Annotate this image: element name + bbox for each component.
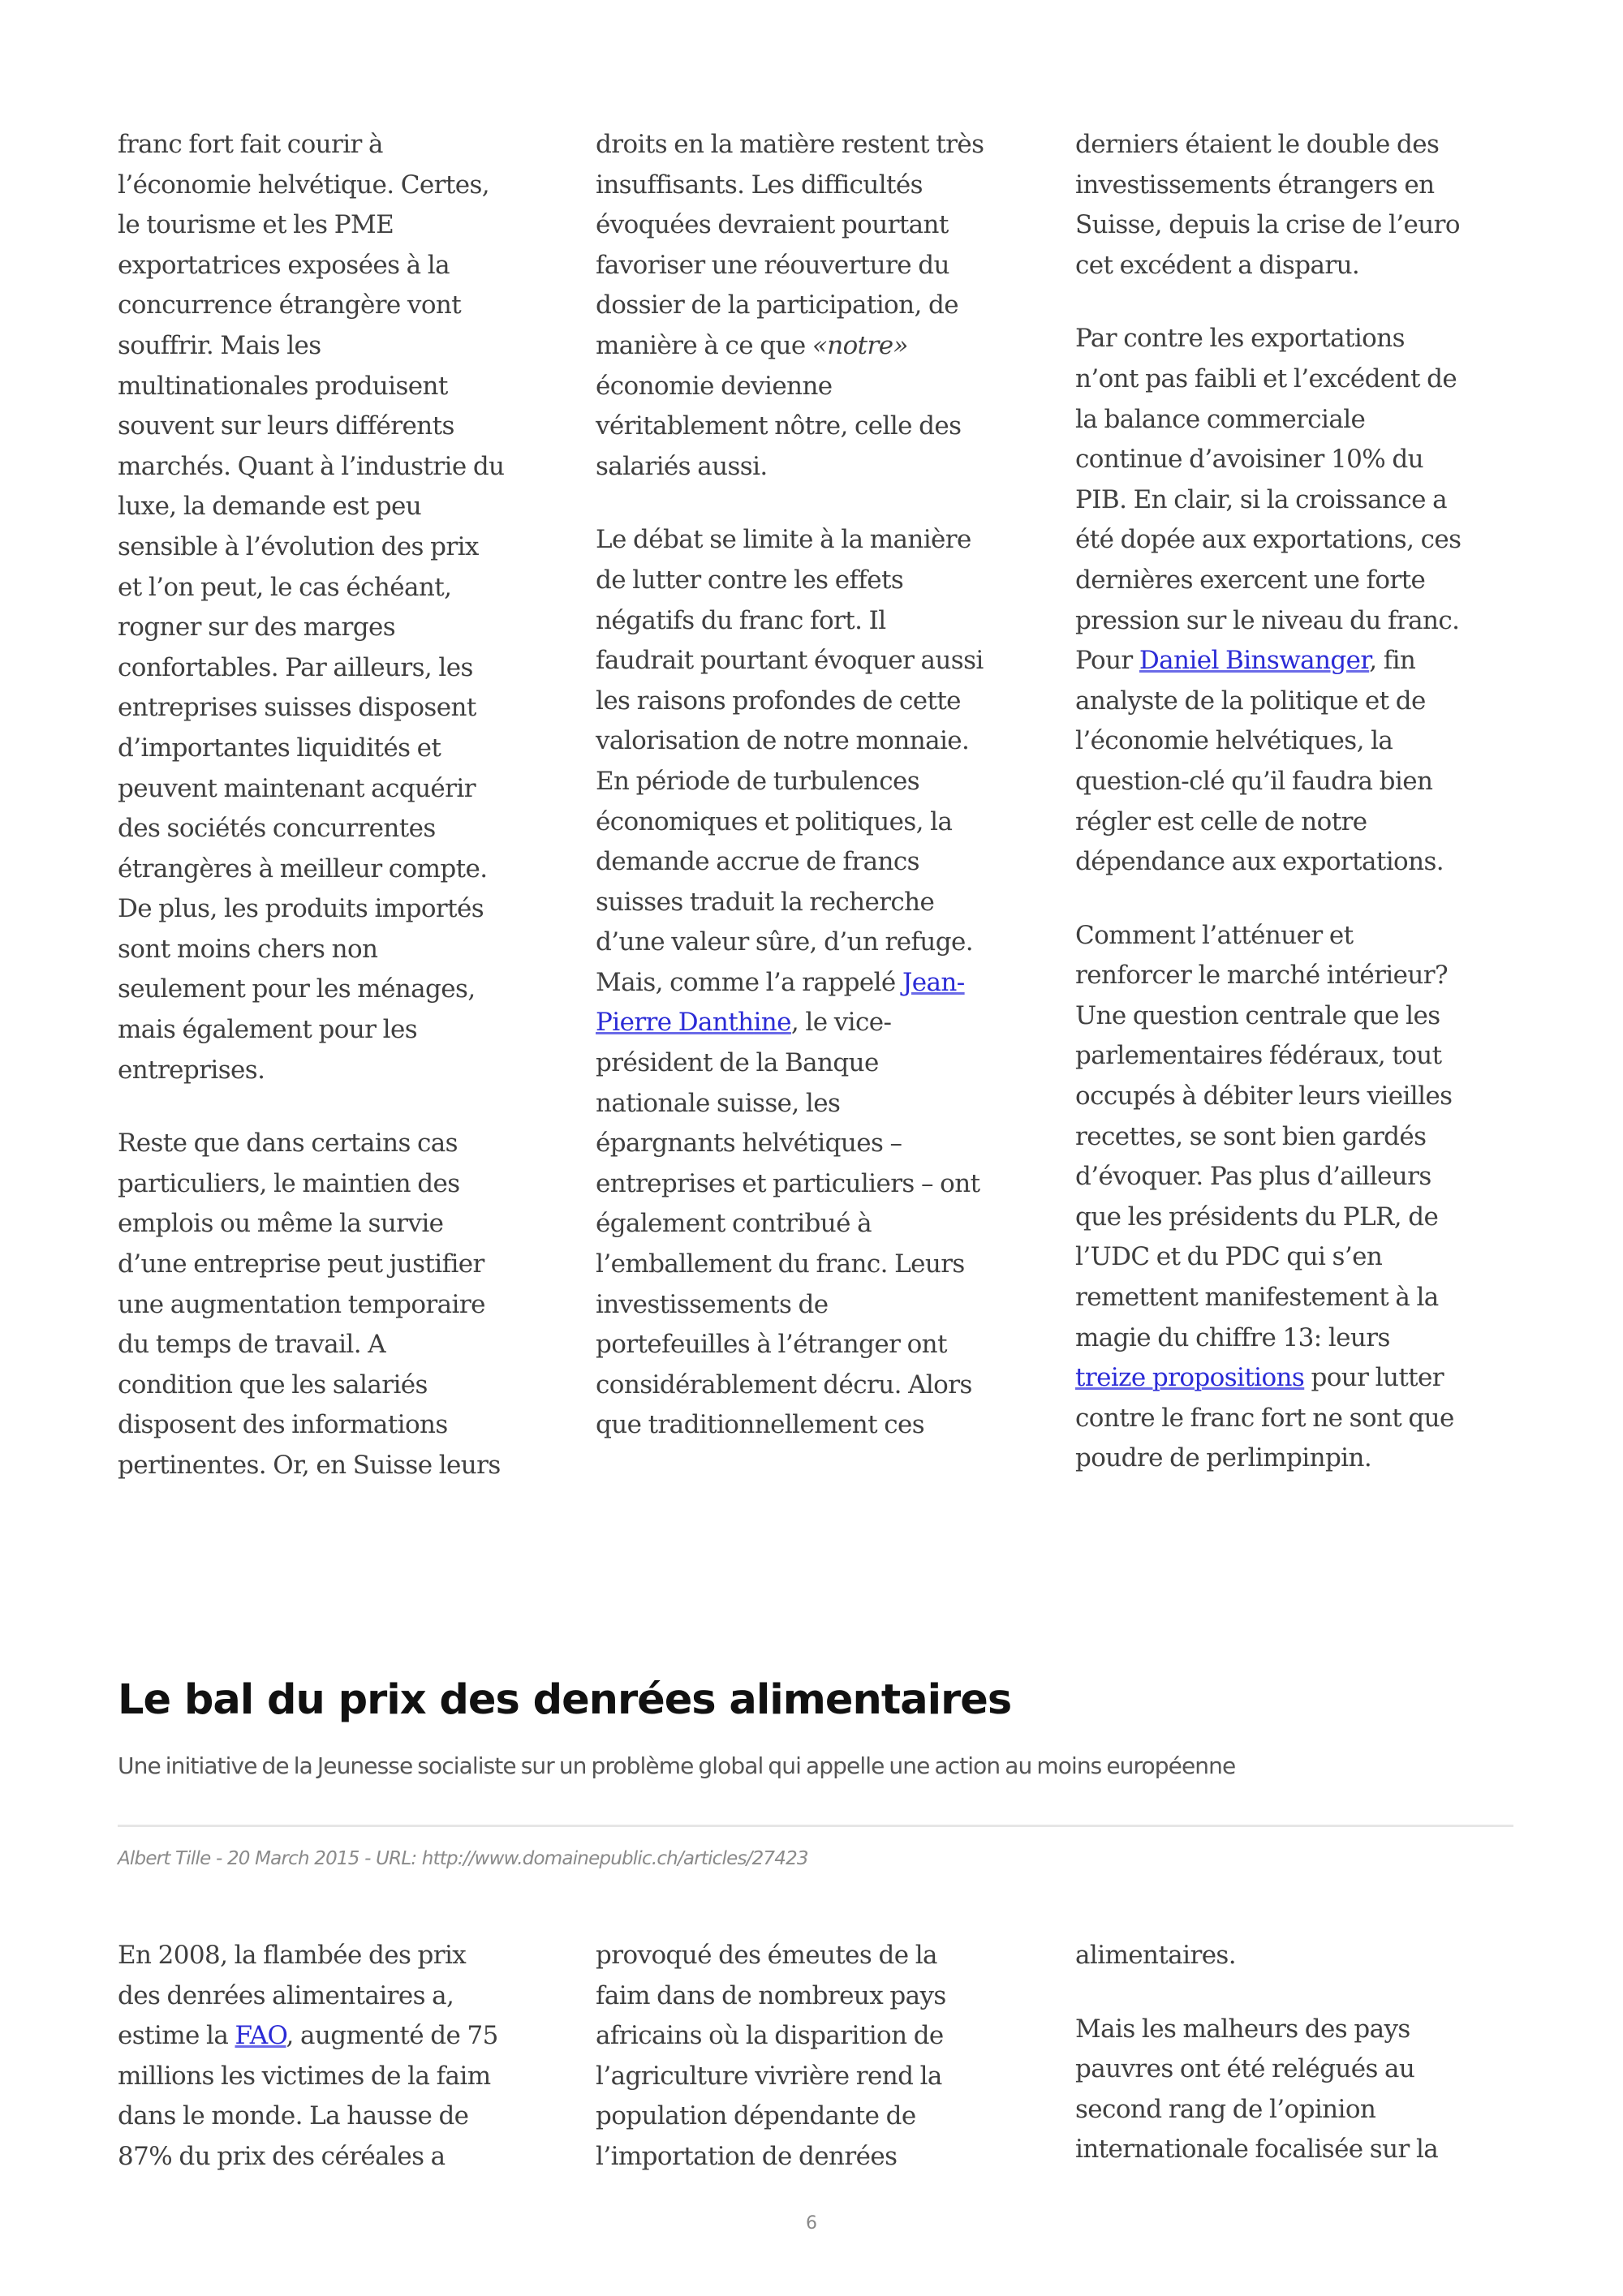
text-line: cet excédent a disparu. (1075, 250, 1360, 280)
text-line: Par contre les exportations (1075, 324, 1405, 354)
text-line: remettent manifestement à la (1075, 1283, 1439, 1313)
text-fragment: , fin (1369, 646, 1416, 676)
link-daniel-binswanger[interactable]: Daniel Binswanger (1139, 646, 1370, 676)
text-line: pauvres ont été relégués au (1075, 2054, 1415, 2084)
article1-column-3 (1075, 125, 1518, 1512)
text-line: également contribué à (596, 1209, 872, 1239)
text-line: d’une entreprise peut justifier (118, 1249, 484, 1279)
text-line: que traditionnellement ces (596, 1410, 925, 1440)
text-line: négatifs du franc fort. Il (596, 605, 886, 635)
text-line: l’économie helvétiques, la (1075, 726, 1393, 756)
text-line: régler est celle de notre (1075, 806, 1367, 836)
paragraph (596, 125, 1038, 487)
article2-column-2 (596, 1936, 1038, 2211)
text-line: continue d’avoisiner 10% du (1075, 445, 1423, 475)
text-line: investissements étrangers en (1075, 170, 1435, 200)
text-line: Mais les malheurs des pays (1075, 2014, 1410, 2044)
text-line: alimentaires. (1075, 1941, 1236, 1970)
text-line: une augmentation temporaire (118, 1289, 485, 1319)
article2-column-1 (118, 1936, 560, 2211)
text-line: que les présidents du PLR, de (1075, 1202, 1439, 1232)
article-subtitle: Une initiative de la Jeunesse socialiste sur un problème global qui appelle une action au moins européenne (118, 1752, 1236, 1779)
text-line: mais également pour les (118, 1015, 418, 1045)
text-line (118, 2016, 560, 2057)
article-meta: Albert Tille - 20 March 2015 - URL: http://www.domainepublic.ch/articles/27423 (118, 1848, 808, 1869)
text-line: économiques et politiques, la (596, 806, 953, 836)
text-line: dans le monde. La hausse de (118, 2101, 469, 2131)
italic-quote: «notre» (812, 330, 908, 360)
text-line: occupés à débiter leurs vieilles (1075, 1081, 1453, 1111)
text-line: provoqué des émeutes de la (596, 1941, 937, 1970)
text-line: épargnants helvétiques – (596, 1129, 902, 1159)
text-line: la balance commerciale (1075, 404, 1366, 434)
paragraph (118, 1124, 560, 1486)
text-line: internationale focalisée sur la (1075, 2135, 1439, 2165)
text-line: millions les victimes de la faim (118, 2061, 491, 2091)
text-line: Comment l’atténuer et (1075, 920, 1354, 950)
text-line: demande accrue de francs (596, 847, 919, 877)
text-line: suisses traduit la recherche (596, 887, 935, 917)
text-line: confortables. Par ailleurs, les (118, 652, 473, 682)
text-line: et l’on peut, le cas échéant, (118, 572, 452, 602)
text-line: emplois ou même la survie (118, 1209, 444, 1239)
text-line: entreprises suisses disposent (118, 693, 476, 723)
text-fragment: manière à ce que (596, 330, 812, 360)
paragraph (118, 1936, 560, 2178)
text-line: considérablement décru. Alors (596, 1369, 972, 1400)
text-line: salariés aussi. (596, 451, 768, 481)
paragraph (1075, 916, 1518, 1479)
link-fao[interactable]: FAO (235, 2021, 286, 2051)
text-line: sont moins chers non (118, 934, 378, 964)
text-line: particuliers, le maintien des (118, 1168, 460, 1198)
paragraph (1075, 1936, 1518, 1976)
text-line: favoriser une réouverture du (596, 250, 949, 280)
text-line: évoquées devraient pourtant (596, 210, 949, 240)
text-line: nationale suisse, les (596, 1088, 841, 1118)
text-line (596, 326, 1038, 367)
text-line: le tourisme et les PME (118, 210, 394, 240)
text-line: De plus, les produits importés (118, 894, 484, 924)
text-line (596, 1003, 1038, 1043)
text-line: peuvent maintenant acquérir (118, 773, 476, 803)
text-line: d’évoquer. Pas plus d’ailleurs (1075, 1162, 1431, 1192)
link-jean-pierre-danthine-continued[interactable]: Pierre Danthine (596, 1008, 791, 1038)
text-line: insuffisants. Les difficultés (596, 170, 923, 200)
text-line: l’agriculture vivrière rend la (596, 2061, 942, 2091)
text-line: portefeuilles à l’étranger ont (596, 1330, 947, 1360)
text-line: l’UDC et du PDC qui s’en (1075, 1242, 1383, 1272)
text-fragment: Pour (1075, 646, 1139, 676)
text-line: rogner sur des marges (118, 613, 396, 643)
text-line: souffrir. Mais les (118, 330, 321, 360)
text-line: entreprises. (118, 1055, 265, 1085)
text-line: question-clé qu’il faudra bien (1075, 766, 1433, 796)
text-line: dernières exercent une forte (1075, 565, 1426, 595)
text-line: droits en la matière restent très (596, 130, 984, 159)
text-line: Le débat se limite à la manière (596, 525, 971, 555)
text-line: population dépendante de (596, 2101, 916, 2131)
text-line: Suisse, depuis la crise de l’euro (1075, 210, 1460, 240)
text-line: En période de turbulences (596, 766, 920, 796)
text-line: faudrait pourtant évoquer aussi (596, 646, 984, 676)
text-line: des denrées alimentaires a, (118, 1980, 454, 2010)
text-line: renforcer le marché intérieur? (1075, 961, 1448, 991)
text-line: président de la Banque (596, 1048, 879, 1078)
text-line: des sociétés concurrentes (118, 814, 436, 844)
text-line: d’une valeur sûre, d’un refuge. (596, 927, 973, 957)
text-line: été dopée aux exportations, ces (1075, 525, 1462, 555)
paragraph (596, 520, 1038, 1446)
article-title: Le bal du prix des denrées alimentaires (118, 1676, 1012, 1724)
text-line: investissements de (596, 1289, 829, 1319)
text-line: recettes, se sont bien gardés (1075, 1121, 1427, 1151)
text-fragment: Mais, comme l’a rappelé (596, 967, 902, 997)
text-line: condition que les salariés (118, 1369, 428, 1400)
text-line: étrangères à meilleur compte. (118, 853, 488, 884)
text-line: véritablement nôtre, celle des (596, 411, 962, 441)
paragraph (1075, 319, 1518, 882)
text-line: pression sur le niveau du franc. (1075, 605, 1460, 635)
text-fragment: estime la (118, 2021, 235, 2051)
link-treize-propositions[interactable]: treize propositions (1075, 1363, 1305, 1393)
text-line: franc fort fait courir à (118, 130, 383, 159)
text-line: souvent sur leurs différents (118, 411, 454, 441)
text-fragment: , augmenté de 75 (286, 2021, 498, 2051)
text-line (1075, 641, 1518, 681)
page-number: 6 (806, 2213, 817, 2234)
text-line: 87% du prix des céréales a (118, 2141, 446, 2171)
text-line: l’économie helvétique. Certes, (118, 170, 490, 200)
text-line: exportatrices exposées à la (118, 250, 450, 280)
text-line: contre le franc fort ne sont que (1075, 1403, 1454, 1433)
paragraph (596, 1936, 1038, 2178)
text-line: Une question centrale que les (1075, 1000, 1440, 1030)
text-line: entreprises et particuliers – ont (596, 1168, 980, 1198)
text-line (596, 963, 1038, 1004)
link-jean-pierre-danthine[interactable]: Jean- (902, 967, 965, 997)
paragraph (1075, 2010, 1518, 2170)
text-fragment: , le vice- (790, 1008, 892, 1038)
text-line: l’importation de denrées (596, 2141, 898, 2171)
text-line: En 2008, la flambée des prix (118, 1941, 467, 1970)
text-line: d’importantes liquidités et (118, 733, 441, 763)
text-line: du temps de travail. A (118, 1330, 385, 1360)
text-line: PIB. En clair, si la croissance a (1075, 484, 1448, 514)
paragraph (118, 125, 560, 1090)
text-line: second rang de l’opinion (1075, 2094, 1376, 2124)
text-line: parlementaires fédéraux, tout (1075, 1041, 1442, 1071)
text-line: les raisons profondes de cette (596, 686, 961, 716)
text-line: concurrence étrangère vont (118, 290, 462, 320)
text-line: faim dans de nombreux pays (596, 1980, 946, 2010)
paragraph (1075, 125, 1518, 286)
text-line: multinationales produisent (118, 371, 448, 401)
text-line: pertinentes. Or, en Suisse leurs (118, 1451, 501, 1480)
text-line: dépendance aux exportations. (1075, 847, 1444, 877)
text-line (1075, 1358, 1518, 1399)
text-line: n’ont pas faibli et l’excédent de (1075, 363, 1457, 393)
text-line: marchés. Quant à l’industrie du (118, 451, 505, 481)
text-line: dossier de la participation, de (596, 290, 958, 320)
text-line: luxe, la demande est peu (118, 492, 422, 522)
text-line: l’emballement du franc. Leurs (596, 1249, 965, 1279)
text-line: africains où la disparition de (596, 2021, 944, 2051)
text-line: seulement pour les ménages, (118, 974, 476, 1004)
article1-column-1 (118, 125, 560, 1520)
text-line: de lutter contre les effets (596, 565, 904, 595)
text-line: magie du chiffre 13: leurs (1075, 1322, 1390, 1352)
text-line: derniers étaient le double des (1075, 130, 1440, 159)
divider (118, 1825, 1513, 1827)
article2-column-3 (1075, 1936, 1518, 2204)
text-line: poudre de perlimpinpin. (1075, 1443, 1372, 1473)
article1-column-2 (596, 125, 1038, 1479)
text-fragment: pour lutter (1304, 1363, 1444, 1393)
text-line: sensible à l’évolution des prix (118, 531, 479, 561)
text-line: Reste que dans certains cas (118, 1129, 458, 1159)
text-line: économie devienne (596, 371, 833, 401)
text-line: disposent des informations (118, 1410, 448, 1440)
text-line: valorisation de notre monnaie. (596, 726, 970, 756)
text-line: analyste de la politique et de (1075, 686, 1426, 716)
